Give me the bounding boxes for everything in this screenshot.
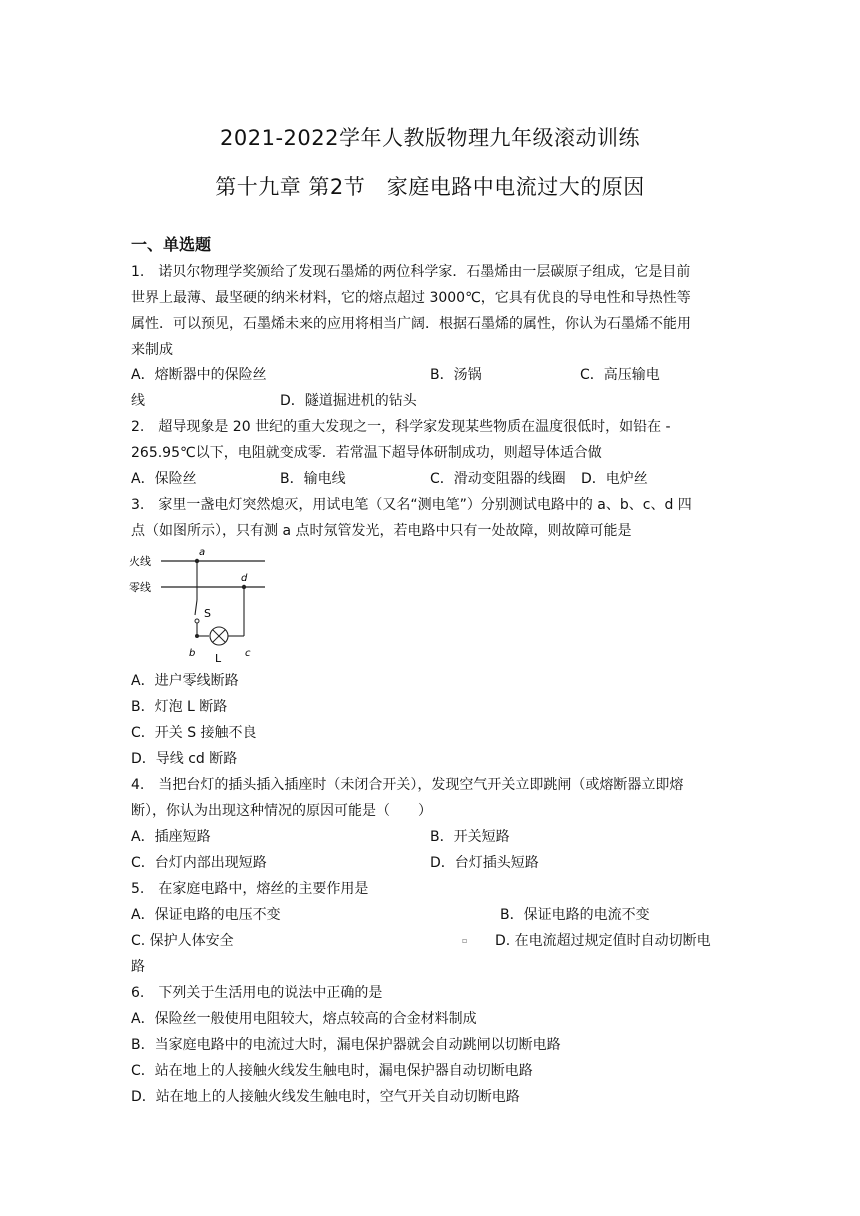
- q1-option-b: B．汤锅: [430, 367, 482, 383]
- q5-option-d: D. 在电流超过规定值时自动切断电: [495, 933, 711, 949]
- live-wire-label: 火线: [129, 555, 151, 568]
- q4-option-a: A．插座短路: [131, 829, 211, 845]
- q5-stem-line1: 5. 在家庭电路中，熔丝的主要作用是: [131, 881, 369, 897]
- q1-option-d: D．隧道掘进机的钻头: [280, 393, 417, 409]
- q1-stem-line3: 属性．可以预见，石墨烯未来的应用将相当广阔．根据石墨烯的属性，你认为石墨烯不能用: [131, 316, 691, 332]
- point-d-label: d: [241, 573, 248, 584]
- switch-blade: [195, 600, 197, 615]
- q2-option-b: B．输电线: [280, 471, 346, 487]
- document-subtitle: 第十九章 第2节 家庭电路中电流过大的原因: [215, 175, 645, 199]
- q6-option-a: A．保险丝一般使用电阻较大，熔点较高的合金材料制成: [131, 1011, 477, 1027]
- q3-option-b: B．灯泡 L 断路: [131, 699, 228, 715]
- neutral-wire-label: 零线: [129, 581, 151, 594]
- lamp-label: L: [215, 652, 222, 665]
- point-b-label: b: [189, 648, 196, 659]
- q4-option-b: B．开关短路: [430, 829, 510, 845]
- q1-stem-line4: 来制成: [131, 342, 173, 358]
- q1-option-a: A．熔断器中的保险丝: [131, 367, 267, 383]
- q5-option-c: C. 保护人体安全: [131, 933, 234, 949]
- q6-option-c: C．站在地上的人接触火线发生触电时，漏电保护器自动切断电路: [131, 1063, 533, 1079]
- q6-option-b: B．当家庭电路中的电流过大时，漏电保护器就会自动跳闸以切断电路: [131, 1037, 561, 1053]
- q5-option-a: A．保证电路的电压不变: [131, 907, 281, 923]
- q3-option-d: D．导线 cd 断路: [131, 751, 238, 767]
- q4-option-d: D．台灯插头短路: [430, 855, 539, 871]
- small-dot-mark: ▫: [462, 936, 468, 945]
- q2-option-c: C．滑动变阻器的线圈: [430, 471, 566, 487]
- q2-stem-line2: 265.95℃以下，电阻就变成零．若常温下超导体研制成功，则超导体适合做: [131, 445, 602, 461]
- q3-stem-line1: 3. 家里一盏电灯突然熄灭，用试电笔（又名“测电笔”）分别测试电路中的 a、b、c、d 四: [131, 497, 692, 513]
- q2-option-d: D．电炉丝: [581, 471, 648, 487]
- q3-option-a: A．进户零线断路: [131, 673, 239, 689]
- q6-option-d: D．站在地上的人接触火线发生触电时，空气开关自动切断电路: [131, 1089, 520, 1105]
- q3-option-c: C．开关 S 接触不良: [131, 725, 257, 741]
- q5-option-b: B．保证电路的电流不变: [500, 907, 650, 923]
- q6-stem-line1: 6. 下列关于生活用电的说法中正确的是: [131, 985, 383, 1001]
- q1-option-c-continued: 线: [131, 393, 145, 409]
- switch-contact: [195, 619, 199, 623]
- point-c-label: c: [245, 648, 251, 659]
- section-heading: 一、单选题: [131, 235, 212, 254]
- q5-option-d-continued: 路: [131, 959, 145, 975]
- q1-stem-line1: 1. 诺贝尔物理学奖颁给了发现石墨烯的两位科学家．石墨烯由一层碳原子组成，它是目前: [131, 264, 691, 280]
- q1-stem-line2: 世界上最薄、最坚硬的纳米材料，它的熔点超过 3000℃，它具有优良的导电性和导热性等: [131, 290, 691, 306]
- q4-option-c: C．台灯内部出现短路: [131, 855, 267, 871]
- q4-stem-line2: 断），你认为出现这种情况的原因可能是（ ）: [131, 803, 432, 819]
- q1-option-c: C．高压输电: [580, 367, 660, 383]
- q4-stem-line1: 4. 当把台灯的插头插入插座时（未闭合开关），发现空气开关立即跳闸（或熔断器立即熔: [131, 777, 684, 793]
- point-a-label: a: [199, 547, 206, 558]
- q2-stem-line1: 2. 超导现象是 20 世纪的重大发现之一，科学家发现某些物质在温度很低时，如铅在 -: [131, 419, 671, 435]
- document-title: 2021-2022学年人教版物理九年级滚动训练: [220, 126, 640, 150]
- switch-label: S: [204, 607, 211, 620]
- circuit-diagram: [127, 545, 272, 667]
- q2-option-a: A．保险丝: [131, 471, 197, 487]
- q3-stem-line2: 点（如图所示），只有测 a 点时氖管发光，若电路中只有一处故障，则故障可能是: [131, 523, 632, 539]
